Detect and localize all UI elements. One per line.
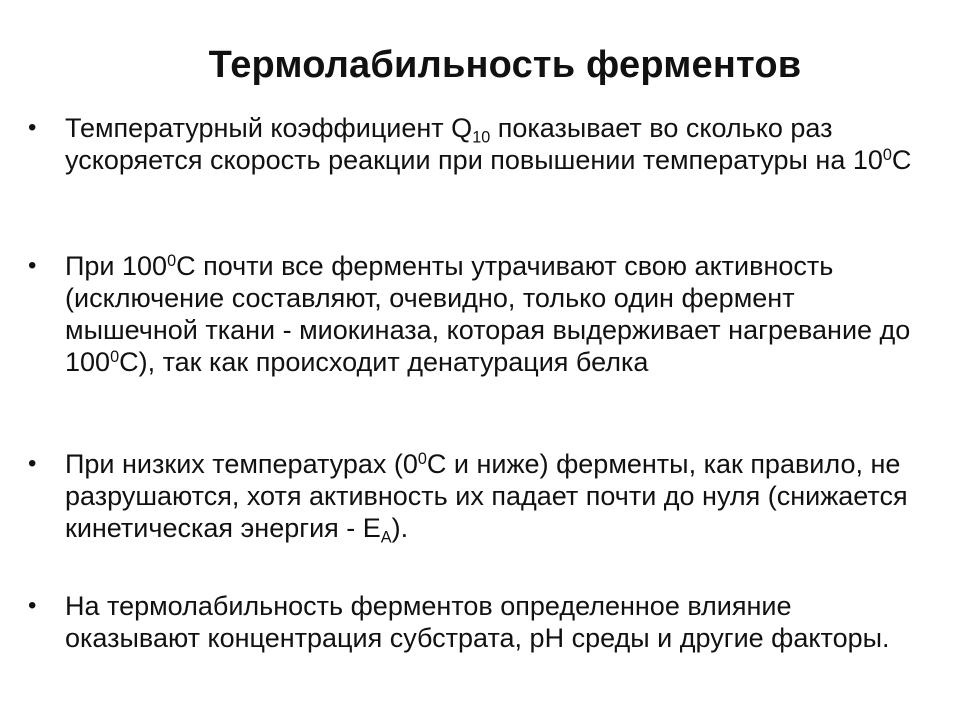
slide-title: Термолабильность ферментов <box>208 44 802 86</box>
bullet-text: Температурный коэффициент $Q_{10}$ показывает во сколько раз ускоряется скорость реакции при повышении температуры на $10^0С$ <box>65 113 912 175</box>
bullet-dot: • <box>28 252 37 279</box>
bullet-text: На термолабильность ферментов определенное влияние оказывают концентрация субстрата, рН среды и другие факторы. <box>65 591 890 653</box>
bullet-item-100c <box>28 250 928 378</box>
bullet-item-q10 <box>28 112 928 176</box>
bullet-item-low-temp <box>28 448 928 547</box>
bullet-dot: • <box>28 450 37 477</box>
bullet-dot: • <box>28 114 37 141</box>
bullet-text: При низких температурах ($0^0С$ и ниже) ферменты, как правило, не разрушаются, хотя активность их падает почти до нуля (снижается кинетическая энергия - $Е_А$). <box>65 449 908 547</box>
bullet-item-factors <box>28 590 928 654</box>
bullet-dot: • <box>28 592 37 619</box>
bullet-text: При $100^0С$ почти все ферменты утрачивают свою активность (исключение составляют, очевидно, только один фермент мышечной ткани - миокиназа, которая выдерживает нагревание до $100^0С$), так как происходит денатурация белка <box>65 251 911 377</box>
